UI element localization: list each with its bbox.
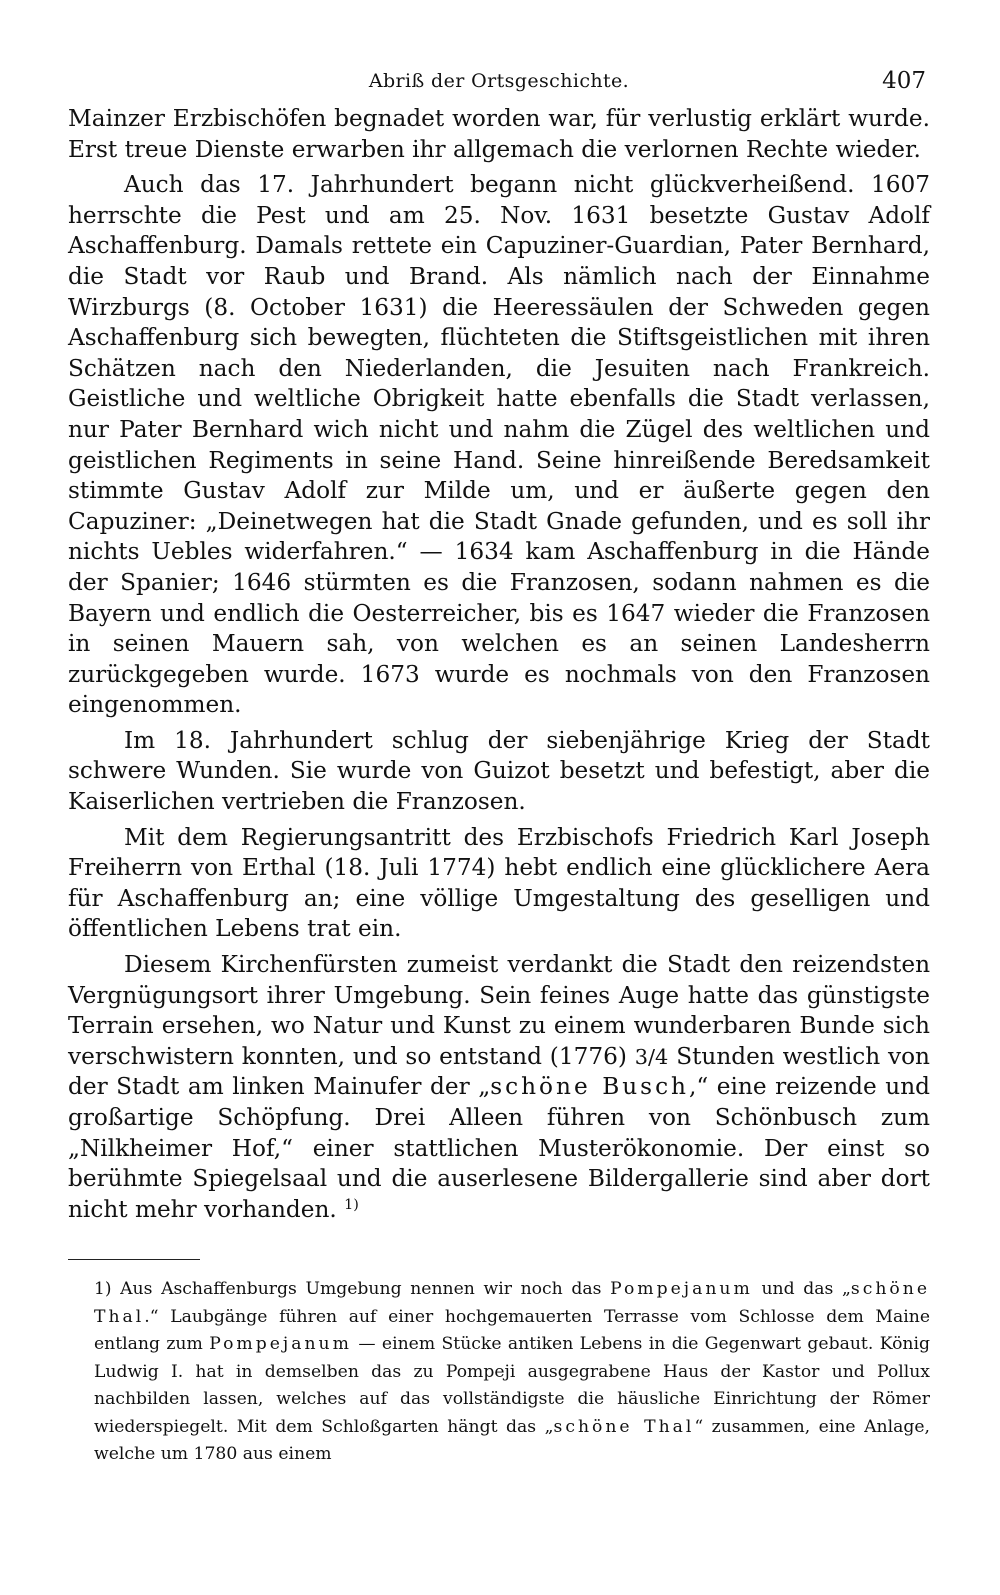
book-page: [68, 60, 930, 1469]
page-number: 407: [882, 68, 926, 94]
schoenbusch-text-3: ,“ eine reizende und großartige Schöpfung. Drei Alleen führen von Schönbusch zum „Nilkheimer Hof,“ einer stattlichen Musterökonomie. Der einst so berühmte Spiegelsaal und die auserlesene Bildergallerie sind aber dort nicht mehr vorhanden.: [68, 1073, 930, 1223]
schoenbusch-text-2: Stunden westlich von der Stadt am linken Mainufer der „: [68, 1042, 930, 1101]
footnote-text-1: Aus Aschaffenburgs Umgebung nennen wir noch das: [111, 1279, 611, 1300]
paragraph-schoenbusch: [68, 950, 930, 1225]
page-header: [68, 60, 930, 104]
footnote: [68, 1276, 930, 1469]
schoene-busch-name: schöne Busch: [490, 1073, 689, 1101]
footnote-pompejanum: Pompejanum: [610, 1279, 753, 1300]
schoenbusch-text-1: Diesem Kirchenfürsten zumeist verdankt die Stadt den reizendsten Vergnügungsort ihrer Umgebung. Sein feines Auge hatte das günstigste Terrain ersehen, wo Natur und Kunst zu einem wunderbaren Bunde sich verschwistern konnten, und so entstand (1776): [68, 951, 930, 1070]
footnote-schoene-thal: schöne Thal: [94, 1279, 930, 1327]
fraction-three-quarters: 3/4: [634, 1044, 669, 1069]
footnote-schoene-thal-2: schöne Thal: [553, 1416, 695, 1437]
footnote-text-2: und das „: [752, 1279, 851, 1300]
paragraph-17th-century: Auch das 17. Jahrhundert begann nicht glückverheißend. 1607 herrschte die Pest und am 25. Nov. 1631 besetzte Gustav Adolf Aschaffenburg. Damals rettete ein Capuziner-Guardian, Pater Bernhard, die Stadt vor Raub und Brand. Als nämlich nach der Einnahme Wirzburgs (8. October 1631) die Heeressäulen der Schweden gegen Aschaffenburg sich bewegten, flüchteten die Stiftsgeistlichen mit ihren Schätzen nach den Niederlanden, die Jesuiten nach Frankreich. Geistliche und weltliche Obrigkeit hatte ebenfalls die Stadt verlassen, nur Pater Bernhard wich nicht und nahm die Zügel des weltlichen und geistlichen Regiments in seine Hand. Seine hinreißende Beredsamkeit stimmte Gustav Adolf zur Milde um, und er äußerte gegen den Capuziner: „Deinetwegen hat die Stadt Gnade gefunden, und es soll ihr nichts Uebles widerfahren.“ — 1634 kam Aschaffenburg in die Hände der Spanier; 1646 stürmten es die Franzosen, sodann nahmen es die Bayern und endlich die Oesterreicher, bis es 1647 wieder die Franzosen in seinen Mauern sah, von welchen es an seinen Landesherrn zurückgegeben wurde. 1673 wurde es nochmals von den Franzosen eingenommen.: [68, 171, 930, 719]
footnote-reference: 1): [344, 1196, 359, 1213]
footnote-pompejanum-2: Pompejanum: [209, 1334, 352, 1355]
footnote-marker: 1): [94, 1279, 112, 1300]
footnote-text-3: .“ Laubgänge führen auf einer hochgemauerten Terrasse vom Schlosse dem Maine entlang zum: [94, 1306, 930, 1355]
footnote-text-5: “ zusammen, eine Anlage, welche um 1780 aus einem: [94, 1416, 930, 1465]
running-title: Abriß der Ortsgeschichte.: [368, 70, 630, 92]
footnote-divider: [68, 1259, 200, 1260]
paragraph-erthal: Mit dem Regierungsantritt des Erzbischofs Friedrich Karl Joseph Freiherrn von Erthal (18. Juli 1774) hebt endlich eine glücklichere Aera für Aschaffenburg an; eine völlige Umgestaltung des geselligen und öffentlichen Lebens trat ein.: [68, 823, 930, 943]
paragraph-18th-century: Im 18. Jahrhundert schlug der siebenjährige Krieg der Stadt schwere Wunden. Sie wurde von Guizot besetzt und befestigt, aber die Kaiserlichen vertrieben die Franzosen.: [68, 726, 930, 816]
paragraph-continued: Mainzer Erzbischöfen begnadet worden war, für verlustig erklärt wurde. Erst treue Dienste erwarben ihr allgemach die verlornen Rechte wieder.: [68, 105, 930, 163]
main-text: [68, 104, 930, 1225]
footnote-text-4: — einem Stücke antiken Lebens in die Gegenwart gebaut. König Ludwig I. hat in demselben das zu Pompeji ausgegrabene Haus der Kastor und Pollux nachbilden lassen, welches auf das vollständigste die häusliche Einrichtung der Römer wiederspiegelt. Mit dem Schloßgarten hängt das „: [94, 1334, 930, 1437]
